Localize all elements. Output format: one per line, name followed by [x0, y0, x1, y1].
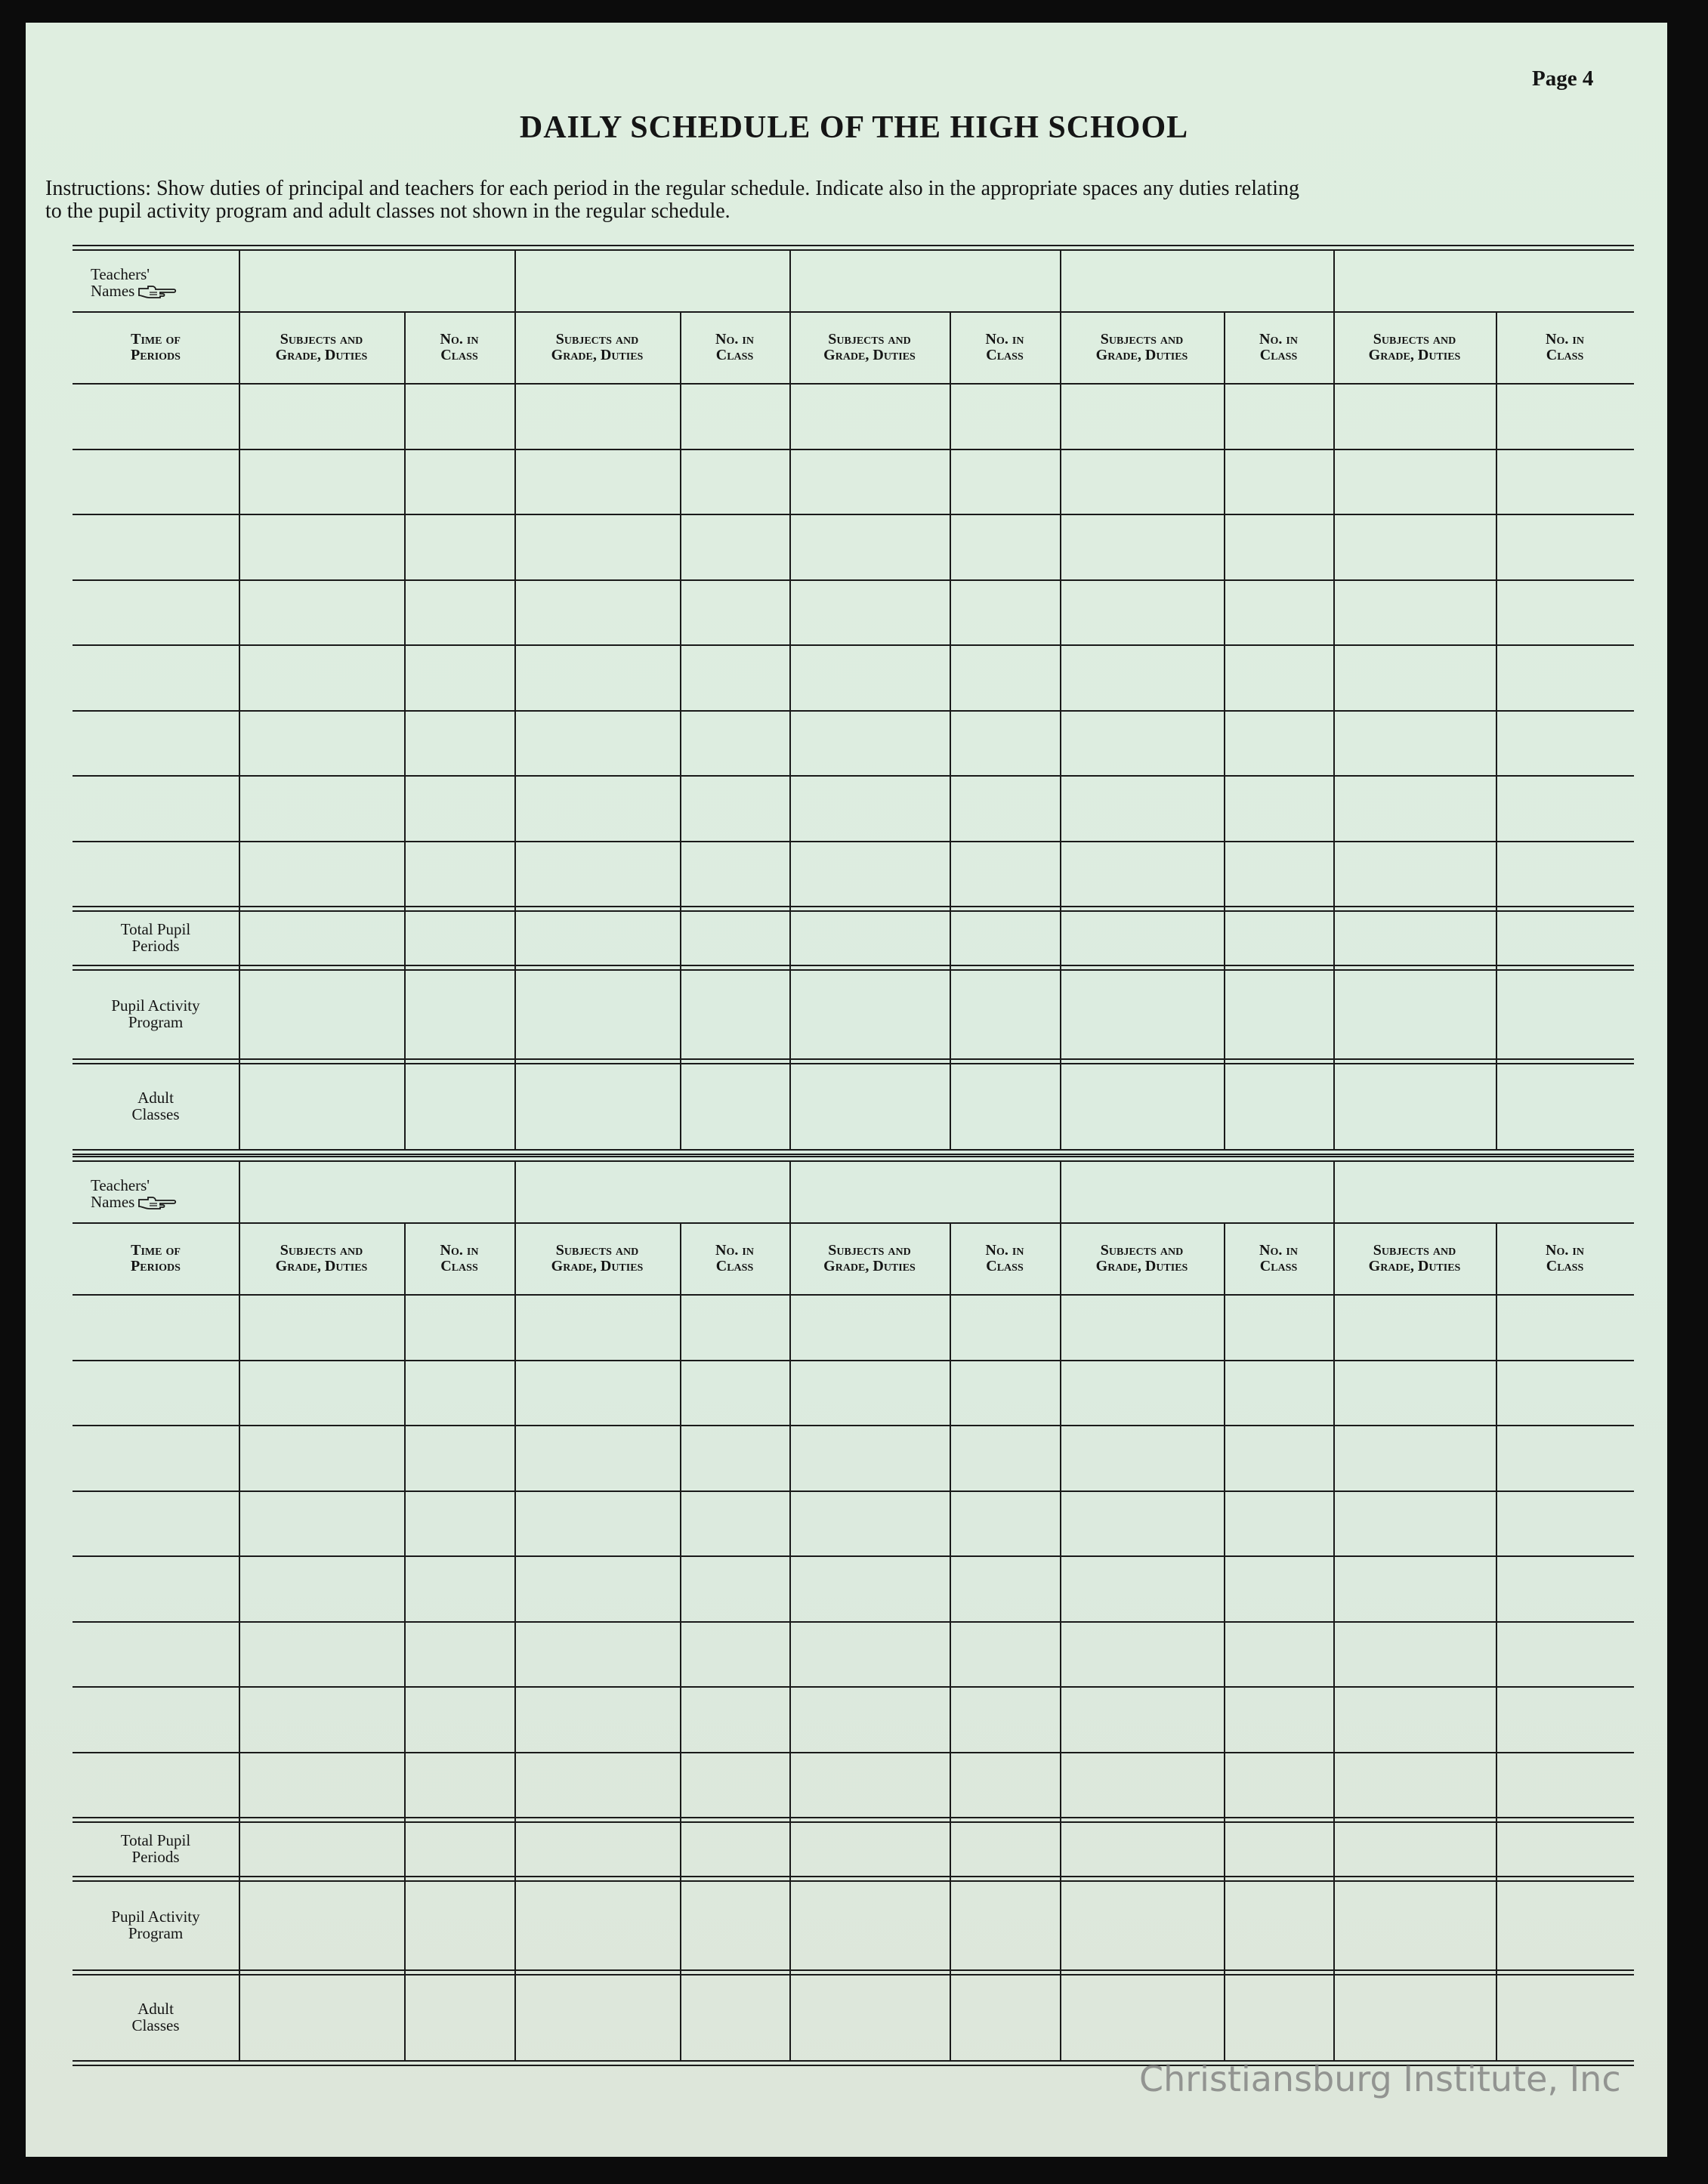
- subjects-header-line-2: Grade, Duties: [1368, 346, 1461, 363]
- time-of-periods-label-line-1: Time of: [131, 1241, 181, 1259]
- teachers-names-line-1: Teachers': [91, 1176, 150, 1194]
- instructions: [45, 178, 1639, 223]
- no-in-class-header-line-2: Class: [986, 1257, 1024, 1274]
- subjects-header-line-1: Subjects and: [280, 1241, 363, 1259]
- adult-classes-label-line-1: Adult: [137, 2000, 174, 2018]
- subjects-header-line-1: Subjects and: [280, 330, 363, 348]
- subjects-header-line-2: Grade, Duties: [275, 1257, 368, 1274]
- subjects-header-line-1: Subjects and: [1100, 1241, 1184, 1259]
- total-pupil-periods-label-line-1: Total Pupil: [120, 920, 191, 938]
- subjects-header-line-2: Grade, Duties: [1095, 1257, 1188, 1274]
- subjects-header-line-2: Grade, Duties: [1095, 346, 1188, 363]
- no-in-class-header-line-2: Class: [1259, 346, 1298, 363]
- instructions-line-2: to the pupil activity program and adult classes not shown in the regular schedule.: [45, 199, 730, 223]
- time-of-periods-label-line-1: Time of: [131, 330, 181, 348]
- pupil-activity-program-label-line-1: Pupil Activity: [111, 996, 200, 1015]
- no-in-class-header-line-1: No. in: [715, 1241, 754, 1259]
- total-pupil-periods-label-line-2: Periods: [131, 1848, 180, 1866]
- no-in-class-header-line-1: No. in: [985, 330, 1024, 348]
- no-in-class-header-line-2: Class: [715, 1257, 754, 1274]
- names-text: Names: [91, 282, 135, 300]
- subjects-header-line-1: Subjects and: [555, 1241, 639, 1259]
- no-in-class-header-line-2: Class: [986, 346, 1024, 363]
- subjects-header-line-1: Subjects and: [1100, 330, 1184, 348]
- subjects-header-line-1: Subjects and: [1373, 1241, 1456, 1259]
- no-in-class-header-line-1: No. in: [1546, 330, 1584, 348]
- total-pupil-periods-label-line-1: Total Pupil: [120, 1831, 191, 1849]
- subjects-header-line-2: Grade, Duties: [551, 1257, 644, 1274]
- page-number: Page 4: [1532, 66, 1594, 91]
- subjects-header-line-2: Grade, Duties: [823, 1257, 916, 1274]
- subjects-header-line-1: Subjects and: [555, 330, 639, 348]
- subjects-header-line-2: Grade, Duties: [275, 346, 368, 363]
- subjects-header-line-1: Subjects and: [828, 330, 911, 348]
- adult-classes-label-line-2: Classes: [131, 1105, 180, 1123]
- no-in-class-header-line-2: Class: [440, 1257, 478, 1274]
- no-in-class-header-line-2: Class: [440, 346, 478, 363]
- no-in-class-header-line-1: No. in: [440, 1241, 479, 1259]
- total-pupil-periods-label-line-2: Periods: [131, 937, 180, 955]
- page-title: DAILY SCHEDULE OF THE HIGH SCHOOL: [519, 110, 1189, 145]
- no-in-class-header-line-2: Class: [1259, 1257, 1298, 1274]
- pupil-activity-program-label-line-2: Program: [128, 1924, 184, 1942]
- instructions-line-1: Instructions: Show duties of principal and teachers for each period in the regular schedule. Indicate also in the appropriate spaces any duties relating: [45, 177, 1299, 200]
- subjects-header-line-1: Subjects and: [1373, 330, 1456, 348]
- no-in-class-header-line-1: No. in: [440, 330, 479, 348]
- no-in-class-header-line-1: No. in: [985, 1241, 1024, 1259]
- pupil-activity-program-label-line-1: Pupil Activity: [111, 1908, 200, 1926]
- no-in-class-header-line-1: No. in: [715, 330, 754, 348]
- no-in-class-header-line-1: No. in: [1546, 1241, 1584, 1259]
- subjects-header-line-1: Subjects and: [828, 1241, 911, 1259]
- watermark: Christiansburg Institute, Inc: [1139, 2059, 1621, 2099]
- adult-classes-label-line-1: Adult: [137, 1089, 174, 1107]
- form-sheet: [26, 23, 1667, 2157]
- no-in-class-header-line-2: Class: [1546, 1257, 1584, 1274]
- subjects-header-line-2: Grade, Duties: [551, 346, 644, 363]
- no-in-class-header-line-1: No. in: [1259, 330, 1298, 348]
- adult-classes-label-line-2: Classes: [131, 2016, 180, 2034]
- names-text: Names: [91, 1193, 135, 1211]
- time-of-periods-label-line-2: Periods: [131, 1257, 181, 1274]
- no-in-class-header-line-2: Class: [715, 346, 754, 363]
- teachers-names-line-1: Teachers': [91, 265, 150, 283]
- no-in-class-header-line-2: Class: [1546, 346, 1584, 363]
- time-of-periods-label-line-2: Periods: [131, 346, 181, 363]
- subjects-header-line-2: Grade, Duties: [1368, 1257, 1461, 1274]
- subjects-header-line-2: Grade, Duties: [823, 346, 916, 363]
- pupil-activity-program-label-line-2: Program: [128, 1013, 184, 1031]
- no-in-class-header-line-1: No. in: [1259, 1241, 1298, 1259]
